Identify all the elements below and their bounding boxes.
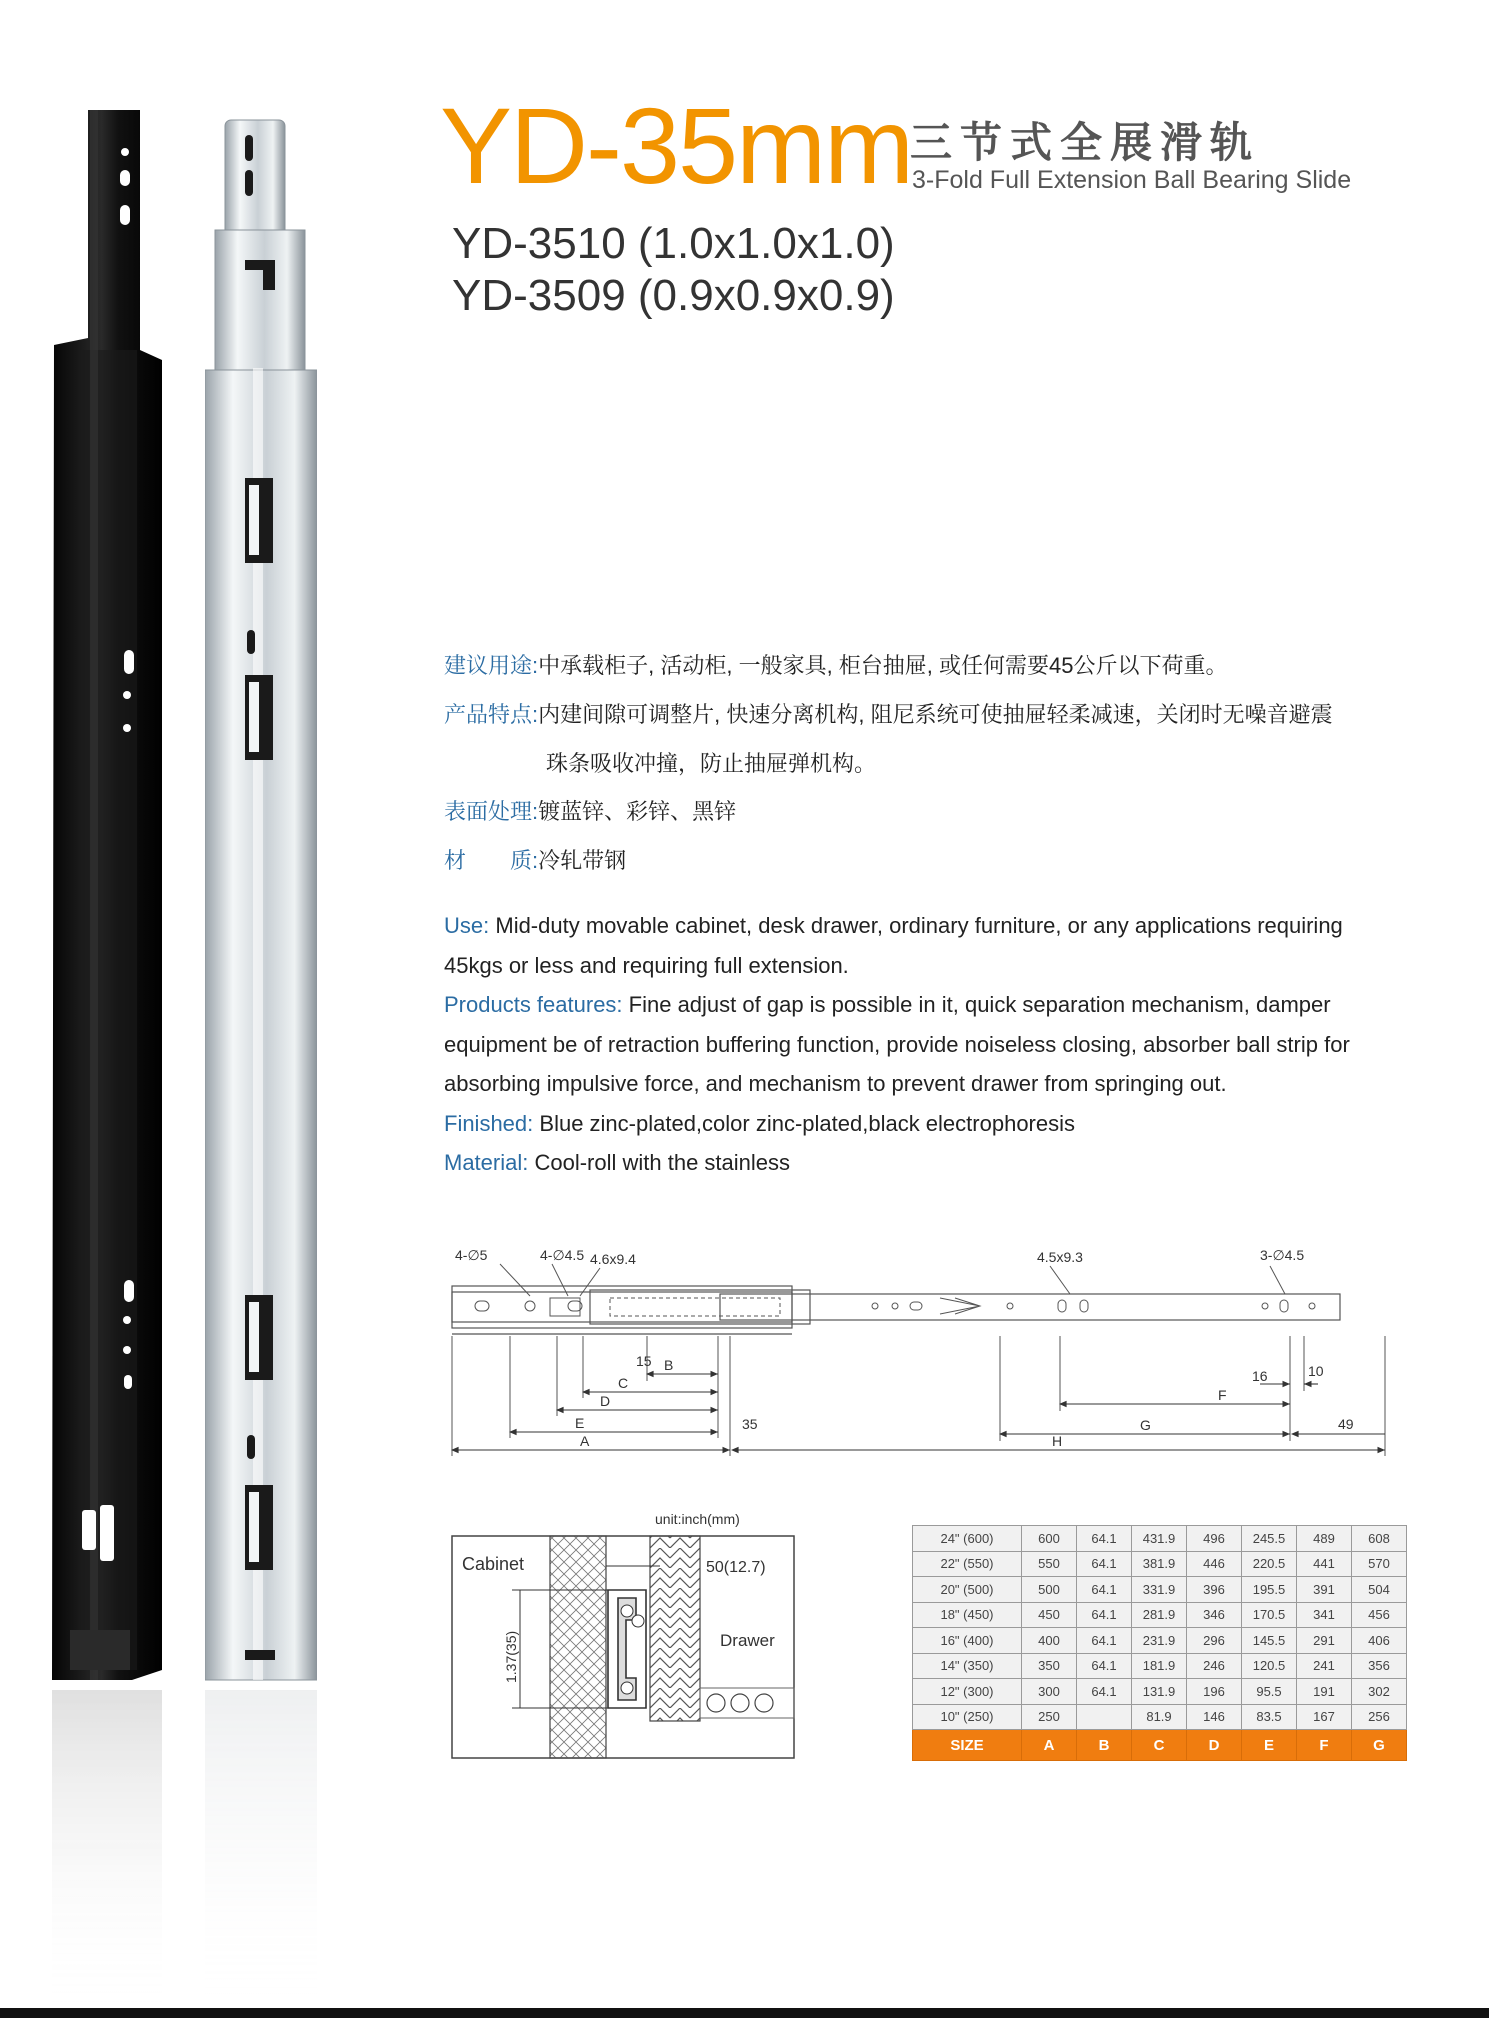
value-cell: 331.9: [1132, 1577, 1187, 1603]
value-cell: 83.5: [1242, 1704, 1297, 1730]
spec-en-use-label: Use:: [444, 913, 490, 938]
drawing-dim-35: 35: [742, 1416, 758, 1432]
table-row: [913, 1653, 1407, 1679]
spec-cn-use-text: 中承载柜子, 活动柜, 一般家具, 柜台抽屉, 或任何需要45公斤以下荷重。: [538, 653, 1228, 678]
value-cell: 64.1: [1077, 1551, 1132, 1577]
value-cell: 281.9: [1132, 1602, 1187, 1628]
value-cell: 356: [1352, 1653, 1407, 1679]
table-row: [913, 1704, 1407, 1730]
value-cell: 441: [1297, 1551, 1352, 1577]
size-table: [912, 1525, 1407, 1761]
drawing-slot-1: 4.6x9.4: [590, 1251, 636, 1267]
value-cell: 396: [1187, 1577, 1242, 1603]
spec-cn-features: [444, 702, 1333, 728]
value-cell: 250: [1022, 1704, 1077, 1730]
spec-en-material-label: Material:: [444, 1150, 529, 1175]
table-row: [913, 1551, 1407, 1577]
model-yd-3510: YD-3510 (1.0x1.0x1.0): [452, 219, 895, 268]
title-english: 3-Fold Full Extension Ball Bearing Slide: [912, 166, 1352, 194]
value-cell: 195.5: [1242, 1577, 1297, 1603]
drawing-hole-3: 3-∅4.5: [1260, 1247, 1305, 1263]
value-cell: 170.5: [1242, 1602, 1297, 1628]
value-cell: 220.5: [1242, 1551, 1297, 1577]
spec-en-finished: [444, 1104, 1404, 1144]
drawing-dim-16: 16: [1252, 1368, 1268, 1384]
value-cell: 489: [1297, 1526, 1352, 1552]
table-header-cell: E: [1242, 1730, 1297, 1761]
value-cell: 446: [1187, 1551, 1242, 1577]
size-cell: 22" (550): [913, 1551, 1022, 1577]
table-header-cell: B: [1077, 1730, 1132, 1761]
table-header-cell: D: [1187, 1730, 1242, 1761]
value-cell: 400: [1022, 1628, 1077, 1654]
drawing-label-b: B: [664, 1357, 674, 1373]
size-cell: 16" (400): [913, 1628, 1022, 1654]
value-cell: 496: [1187, 1526, 1242, 1552]
spec-cn-use: [444, 653, 1228, 679]
value-cell: 120.5: [1242, 1653, 1297, 1679]
spec-cn-finish-label: 表面处理:: [444, 799, 539, 824]
drawing-label-g: G: [1140, 1417, 1151, 1433]
value-cell: 291: [1297, 1628, 1352, 1654]
value-cell: 350: [1022, 1653, 1077, 1679]
spec-cn-finish: [444, 799, 736, 825]
value-cell: 600: [1022, 1526, 1077, 1552]
drawing-dim-10: 10: [1308, 1363, 1324, 1379]
section-gap-label: 50(12.7): [706, 1559, 766, 1576]
value-cell: 381.9: [1132, 1551, 1187, 1577]
size-cell: 24" (600): [913, 1526, 1022, 1552]
table-row: [913, 1577, 1407, 1603]
silver-slide-image: [205, 110, 317, 1690]
size-cell: 10" (250): [913, 1704, 1022, 1730]
table-header-cell: A: [1022, 1730, 1077, 1761]
spec-cn-features-text-2: 珠条吸收冲撞，防止抽屉弹机构。: [546, 751, 877, 776]
spec-cn-finish-text: 镀蓝锌、彩锌、黑锌: [538, 799, 737, 824]
value-cell: 296: [1187, 1628, 1242, 1654]
value-cell: 391: [1297, 1577, 1352, 1603]
drawing-label-c: C: [618, 1375, 629, 1391]
table-header-cell: C: [1132, 1730, 1187, 1761]
bottom-bar: [0, 2008, 1489, 2018]
value-cell: 64.1: [1077, 1628, 1132, 1654]
drawing-slot-2: 4.5x9.3: [1037, 1249, 1083, 1265]
value-cell: 145.5: [1242, 1628, 1297, 1654]
value-cell: 64.1: [1077, 1679, 1132, 1705]
mounting-section-drawing: [450, 1508, 800, 1768]
value-cell: 64.1: [1077, 1526, 1132, 1552]
drawing-label-h: H: [1052, 1433, 1063, 1449]
table-row: [913, 1602, 1407, 1628]
size-cell: 12" (300): [913, 1679, 1022, 1705]
section-drawer-label: Drawer: [720, 1631, 775, 1650]
value-cell: 167: [1297, 1704, 1352, 1730]
value-cell: 246: [1187, 1653, 1242, 1679]
value-cell: 95.5: [1242, 1679, 1297, 1705]
drawing-dim-15: 15: [636, 1353, 652, 1369]
section-unit: unit:inch(mm): [655, 1511, 740, 1527]
silver-slide-reflection: [205, 1690, 317, 2010]
value-cell: 302: [1352, 1679, 1407, 1705]
spec-cn-material-text: 冷轧带钢: [538, 848, 627, 873]
section-height-label: 1.37(35): [503, 1630, 519, 1683]
spec-cn-material: [444, 848, 626, 874]
title-chinese: 三节式全展滑轨: [910, 119, 1261, 166]
value-cell: 456: [1352, 1602, 1407, 1628]
value-cell: 504: [1352, 1577, 1407, 1603]
table-header-cell: SIZE: [913, 1730, 1022, 1761]
table-row: [913, 1679, 1407, 1705]
spec-en-material-text: Cool-roll with the stainless: [528, 1150, 791, 1175]
value-cell: 406: [1352, 1628, 1407, 1654]
spec-cn-material-label: 材 质:: [444, 848, 539, 873]
value-cell: 300: [1022, 1679, 1077, 1705]
value-cell: 256: [1352, 1704, 1407, 1730]
spec-en-block: [444, 906, 1404, 1183]
value-cell: [1077, 1704, 1132, 1730]
spec-en-material: [444, 1143, 1404, 1183]
size-cell: 14" (350): [913, 1653, 1022, 1679]
spec-cn-features-label: 产品特点:: [444, 702, 539, 727]
value-cell: 181.9: [1132, 1653, 1187, 1679]
spec-cn-features-text-1: 内建间隙可调整片, 快速分离机构, 阻尼系统可使抽屉轻柔减速，关闭时无噪音避震: [538, 702, 1333, 727]
table-header-cell: G: [1352, 1730, 1407, 1761]
value-cell: 450: [1022, 1602, 1077, 1628]
value-cell: 346: [1187, 1602, 1242, 1628]
spec-en-features-label: Products features:: [444, 992, 623, 1017]
drawing-hole-2: 4-∅4.5: [540, 1247, 585, 1263]
value-cell: 146: [1187, 1704, 1242, 1730]
spec-en-finished-text: Blue zinc-plated,color zinc-plated,black electrophoresis: [533, 1110, 1075, 1136]
spec-en-use: [444, 906, 1404, 985]
value-cell: 500: [1022, 1577, 1077, 1603]
value-cell: 64.1: [1077, 1653, 1132, 1679]
black-slide-image: [52, 110, 162, 1690]
black-slide-reflection: [52, 1690, 162, 2010]
drawing-hole-1: 4-∅5: [455, 1247, 488, 1263]
model-yd-3509: YD-3509 (0.9x0.9x0.9): [452, 271, 895, 320]
value-cell: 64.1: [1077, 1577, 1132, 1603]
table-header-cell: F: [1297, 1730, 1352, 1761]
drawing-label-a: A: [580, 1433, 590, 1449]
table-row: [913, 1526, 1407, 1552]
spec-cn-use-label: 建议用途:: [444, 653, 539, 678]
value-cell: 341: [1297, 1602, 1352, 1628]
value-cell: 550: [1022, 1551, 1077, 1577]
slide-dimension-drawing: [440, 1236, 1400, 1476]
spec-en-features: [444, 985, 1404, 1104]
value-cell: 608: [1352, 1526, 1407, 1552]
value-cell: 241: [1297, 1653, 1352, 1679]
size-cell: 18" (450): [913, 1602, 1022, 1628]
page-title: YD-35mm: [440, 85, 913, 206]
value-cell: 245.5: [1242, 1526, 1297, 1552]
drawing-label-f: F: [1218, 1387, 1227, 1403]
value-cell: 131.9: [1132, 1679, 1187, 1705]
value-cell: 64.1: [1077, 1602, 1132, 1628]
spec-en-finished-label: Finished:: [444, 1110, 534, 1136]
value-cell: 81.9: [1132, 1704, 1187, 1730]
table-row: [913, 1628, 1407, 1654]
spec-en-features-text: Fine adjust of gap is possible in it, quick separation mechanism, damper equipment be of retraction buffering function, provide noiseless closing, absorber ball strip for absorbing impulsive force, and mechanism to prevent drawer from springing out.: [444, 992, 1350, 1096]
section-cabinet-label: Cabinet: [462, 1554, 525, 1574]
size-cell: 20" (500): [913, 1577, 1022, 1603]
value-cell: 431.9: [1132, 1526, 1187, 1552]
value-cell: 231.9: [1132, 1628, 1187, 1654]
drawing-label-e: E: [575, 1415, 585, 1431]
table-header-row: [913, 1730, 1407, 1761]
drawing-label-d: D: [600, 1393, 611, 1409]
drawing-dim-49: 49: [1338, 1416, 1354, 1432]
spec-en-use-text: Mid-duty movable cabinet, desk drawer, ordinary furniture, or any applications requiring 45kgs or less and requiring full extension.: [444, 913, 1343, 978]
value-cell: 570: [1352, 1551, 1407, 1577]
value-cell: 191: [1297, 1679, 1352, 1705]
value-cell: 196: [1187, 1679, 1242, 1705]
